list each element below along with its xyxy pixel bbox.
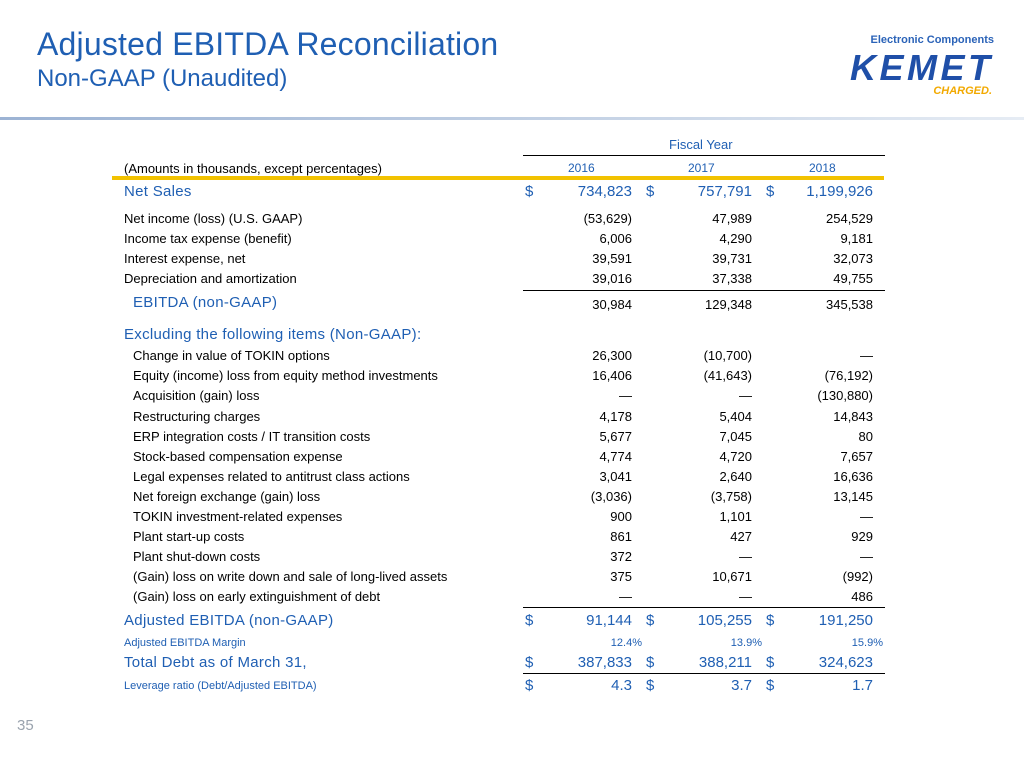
exclusion-label: Net foreign exchange (gain) loss [133,489,321,504]
exclusion-value: (41,643) [703,368,752,383]
exclusion-value: 7,045 [719,429,752,444]
component-label: Depreciation and amortization [124,271,297,286]
component-value: (53,629) [583,211,632,226]
exclusion-value: (992) [842,569,873,584]
net-sales-2016: 734,823 [577,183,632,200]
currency-symbol: $ [766,183,775,200]
exclusion-value: 1,101 [719,509,752,524]
exclusion-value: 14,843 [833,409,873,424]
leverage-2017: 3.7 [731,677,752,694]
exclusion-value: 4,178 [599,409,632,424]
currency-symbol: $ [766,654,775,671]
total-debt-label: Total Debt as of March 31, [124,654,307,671]
exclusion-value: 13,145 [833,489,873,504]
subtotal-rule [523,290,885,291]
subtotal-rule [523,673,885,674]
total-debt-2016: 387,833 [577,654,632,671]
exclusion-value: — [619,388,632,403]
exclusion-label: (Gain) loss on write down and sale of long-lived assets [133,569,448,584]
year-2016: 2016 [568,161,595,175]
adjusted-ebitda-label: Adjusted EBITDA (non-GAAP) [124,612,334,629]
exclusion-label: Restructuring charges [133,409,261,424]
component-value: 47,989 [712,211,752,226]
margin-2016: 12.4% [610,637,642,649]
subtotal-rule [523,607,885,608]
exclusion-label: TOKIN investment-related expenses [133,509,343,524]
exclusion-label: ERP integration costs / IT transition costs [133,429,371,444]
exclusion-value: 2,640 [719,469,752,484]
exclusion-label: (Gain) loss on early extinguishment of debt [133,589,381,604]
margin-label: Adjusted EBITDA Margin [124,637,246,649]
year-2018: 2018 [809,161,836,175]
adjusted-ebitda-2016: 91,144 [586,612,632,629]
margin-2017: 13.9% [730,637,762,649]
leverage-label: Leverage ratio (Debt/Adjusted EBITDA) [124,680,317,692]
exclusion-value: (130,880) [817,388,873,403]
exclusion-value: — [860,509,873,524]
exclusion-value: 5,677 [599,429,632,444]
component-value: 6,006 [599,231,632,246]
adjusted-ebitda-2017: 105,255 [697,612,752,629]
component-label: Income tax expense (benefit) [124,231,292,246]
header-rule [523,155,885,156]
exclusion-value: — [860,348,873,363]
component-value: 4,290 [719,231,752,246]
component-value: 49,755 [833,271,873,286]
exclusion-value: 3,041 [599,469,632,484]
currency-symbol: $ [525,654,534,671]
exclusion-value: (3,758) [710,489,752,504]
net-sales-2017: 757,791 [697,183,752,200]
exclusion-value: 5,404 [719,409,752,424]
component-value: 254,529 [826,211,873,226]
total-debt-2017: 388,211 [698,654,752,671]
exclusion-value: 16,406 [592,368,632,383]
exclusion-value: (10,700) [703,348,752,363]
exclusion-value: — [739,549,752,564]
exclusion-label: Change in value of TOKIN options [133,348,330,363]
component-value: 39,731 [712,251,752,266]
exclusion-value: 10,671 [712,569,752,584]
component-label: Interest expense, net [124,251,246,266]
logo-tagline: Electronic Components [870,34,994,46]
fiscal-year-header: Fiscal Year [669,137,733,152]
year-2017: 2017 [688,161,715,175]
page-number: 35 [17,717,34,734]
currency-symbol: $ [646,183,655,200]
excluding-header: Excluding the following items (Non-GAAP): [124,326,422,343]
ebitda-label: EBITDA (non-GAAP) [133,294,278,311]
exclusion-value: 861 [610,529,632,544]
exclusion-value: 26,300 [592,348,632,363]
exclusion-label: Stock-based compensation expense [133,449,343,464]
exclusion-value: 486 [851,589,873,604]
currency-symbol: $ [766,677,775,694]
exclusion-label: Equity (income) loss from equity method investments [133,368,438,383]
component-value: 37,338 [712,271,752,286]
exclusion-value: 80 [858,429,873,444]
exclusion-value: 4,774 [599,449,632,464]
component-value: 39,591 [592,251,632,266]
currency-symbol: $ [646,654,655,671]
exclusion-value: (76,192) [824,368,873,383]
adjusted-ebitda-2018: 191,250 [818,612,873,629]
unit-note: (Amounts in thousands, except percentages) [124,161,382,176]
exclusion-label: Plant start-up costs [133,529,245,544]
exclusion-value: (3,036) [590,489,632,504]
currency-symbol: $ [766,612,775,629]
currency-symbol: $ [525,677,534,694]
exclusion-label: Plant shut-down costs [133,549,261,564]
leverage-2018: 1.7 [852,677,873,694]
exclusion-label: Legal expenses related to antitrust class actions [133,469,410,484]
component-label: Net income (loss) (U.S. GAAP) [124,211,303,226]
ebitda-2018: 345,538 [826,297,873,312]
net-sales-label: Net Sales [124,183,192,200]
exclusion-label: Acquisition (gain) loss [133,388,260,403]
currency-symbol: $ [525,612,534,629]
component-value: 39,016 [592,271,632,286]
component-value: 9,181 [840,231,873,246]
exclusion-value: 16,636 [833,469,873,484]
component-value: 32,073 [833,251,873,266]
exclusion-value: — [739,589,752,604]
exclusion-value: 7,657 [840,449,873,464]
currency-symbol: $ [525,183,534,200]
exclusion-value: — [860,549,873,564]
total-debt-2018: 324,623 [818,654,873,671]
exclusion-value: — [739,388,752,403]
exclusion-value: 900 [610,509,632,524]
page-subtitle: Non-GAAP (Unaudited) [37,65,288,92]
logo-slogan: CHARGED. [933,85,992,97]
margin-2018: 15.9% [851,637,883,649]
currency-symbol: $ [646,612,655,629]
leverage-2016: 4.3 [611,677,632,694]
net-sales-2018: 1,199,926 [806,183,873,200]
gold-divider [112,176,884,180]
ebitda-2016: 30,984 [592,297,632,312]
exclusion-value: 375 [610,569,632,584]
exclusion-value: 929 [851,529,873,544]
page-title: Adjusted EBITDA Reconciliation [37,26,499,62]
exclusion-value: — [619,589,632,604]
logo-brand: KEMET [850,50,990,86]
currency-symbol: $ [646,677,655,694]
exclusion-value: 372 [610,549,632,564]
ebitda-2017: 129,348 [705,297,752,312]
exclusion-value: 4,720 [719,449,752,464]
exclusion-value: 427 [730,529,752,544]
